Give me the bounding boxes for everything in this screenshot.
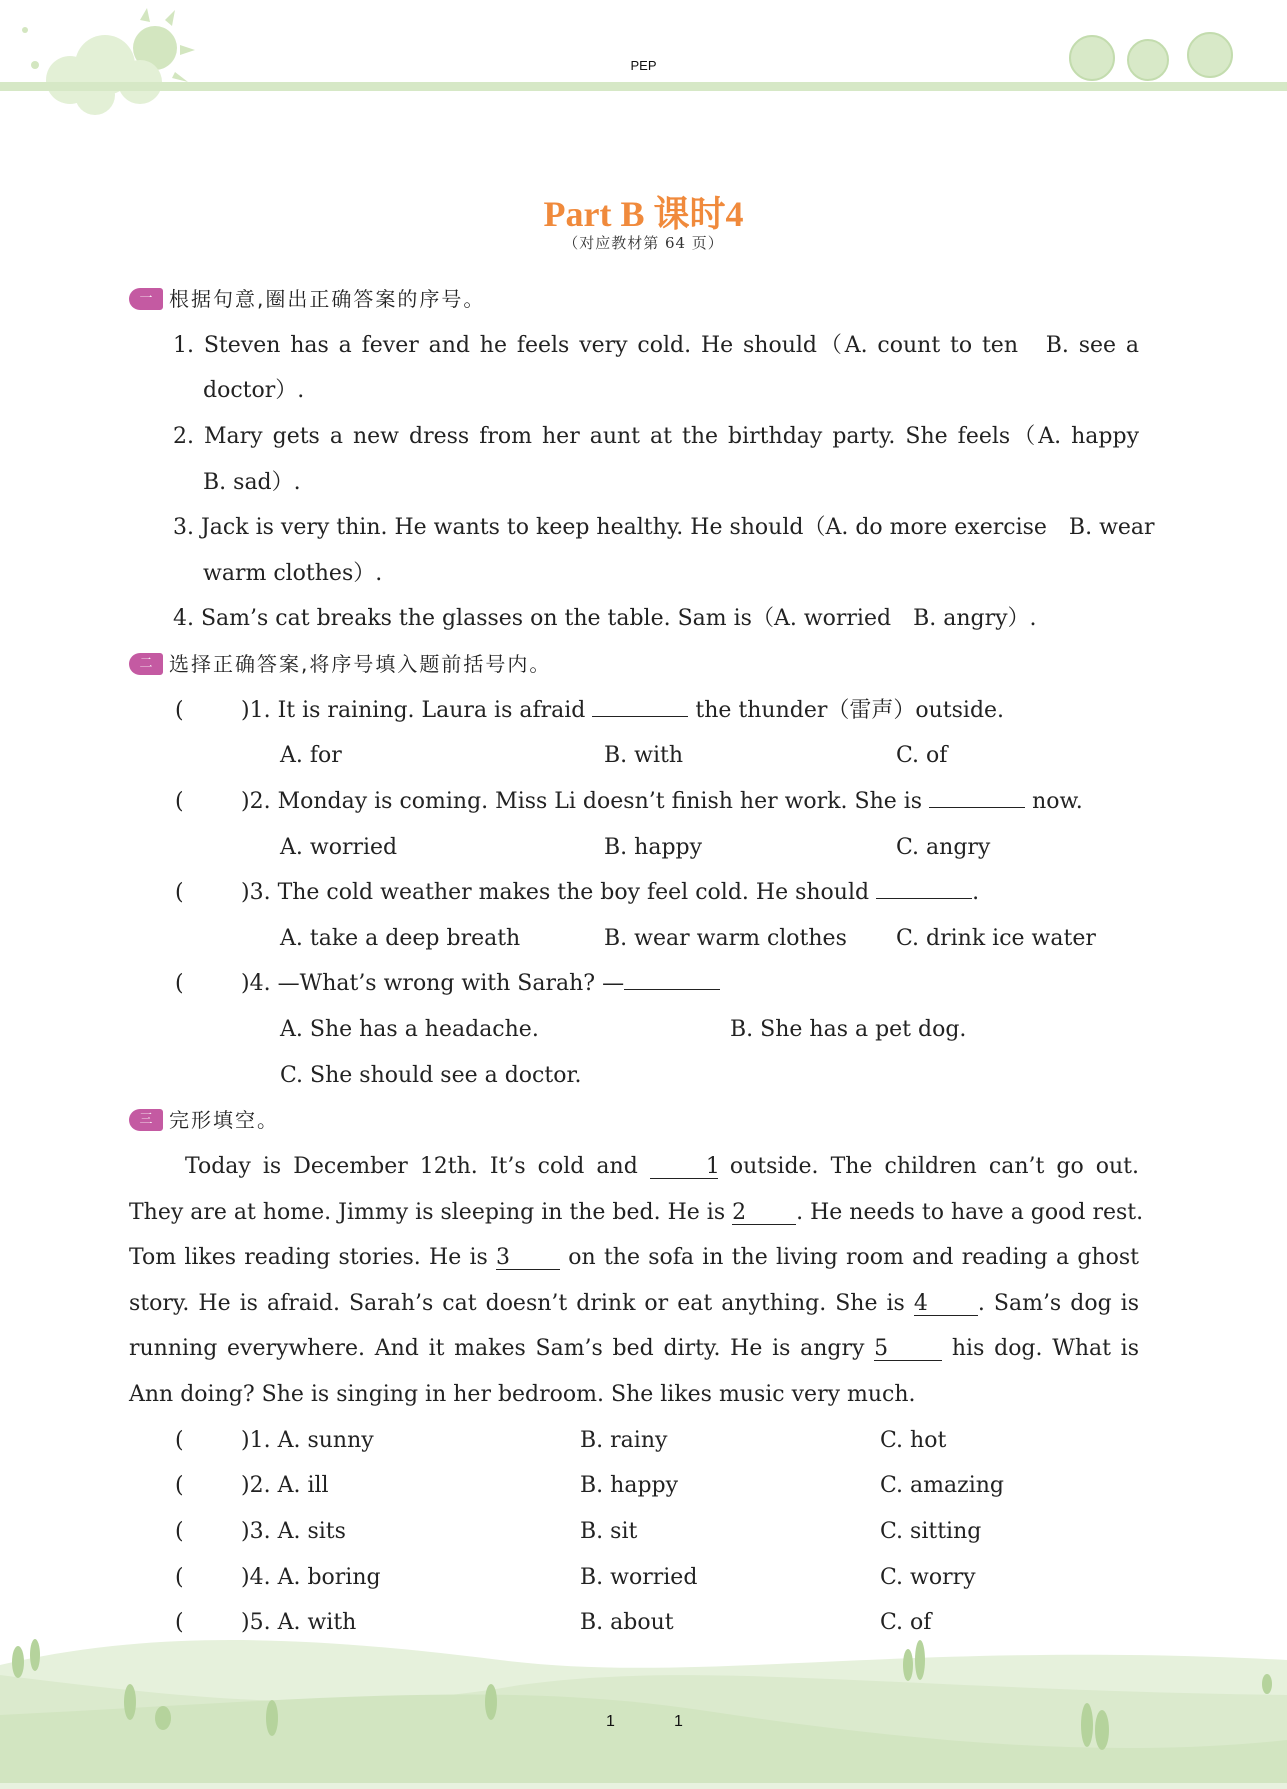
page-number-left: 1: [606, 1713, 615, 1730]
options-2-4: [129, 1007, 1139, 1053]
cloze-question-1: ( )1. A. sunny B. rainy C. hot: [129, 1418, 1139, 1464]
option-b: B. wear warm clothes: [604, 925, 847, 951]
option-a: A. for: [280, 743, 342, 769]
option-b: B. about: [580, 1610, 674, 1636]
cloze-question-4: ( )4. A. boring B. worried C. worry: [129, 1555, 1139, 1601]
cloze-question-2: ( )2. A. ill B. happy C. amazing: [129, 1463, 1139, 1509]
answer-bracket[interactable]: (: [175, 880, 184, 906]
cloze-blank: 5: [874, 1338, 942, 1361]
question-1-3: 3. Jack is very thin. He wants to keep healthy. He should（A. do more exercise B. wear: [173, 515, 1155, 541]
series-label: PEP: [630, 58, 657, 73]
answer-bracket[interactable]: (: [175, 1473, 184, 1499]
option-c: C. She should see a doctor.: [280, 1062, 582, 1088]
question-1-1-cont: doctor）.: [203, 378, 305, 404]
option-c: C. of: [880, 1610, 932, 1636]
cloze-question-3: ( )3. A. sits B. sit C. sitting: [129, 1509, 1139, 1555]
option-b: B. happy: [604, 834, 703, 860]
options-2-2: [129, 825, 1139, 871]
cloze-blank: 2: [732, 1202, 796, 1225]
passage-line: They are at home. Jimmy is sleeping in the bed. He is 2 . He needs to have a good rest.: [129, 1199, 1144, 1225]
section-3-heading: 三 完形填空。: [129, 1098, 1139, 1144]
section-badge: 一: [129, 288, 163, 310]
page-number-right: 1: [674, 1713, 683, 1730]
options-2-3: [129, 916, 1139, 962]
option-b: B. She has a pet dog.: [730, 1017, 967, 1042]
option-b: B. sit: [580, 1518, 638, 1544]
section-2-heading: 二 选择正确答案,将序号填入题前括号内。: [129, 642, 1139, 688]
question-2-4: ( )4. —What’s wrong with Sarah? —: [129, 961, 1139, 1007]
answer-blank[interactable]: [592, 716, 688, 717]
section-badge: 三: [129, 1109, 163, 1131]
page-title: Part B 课时4: [543, 194, 744, 234]
option-b: B. rainy: [580, 1427, 668, 1453]
worksheet-content: [129, 277, 1155, 1646]
answer-bracket[interactable]: (: [175, 971, 184, 997]
question-1-2: 2. Mary gets a new dress from her aunt at the birthday party. She feels（A. happy: [173, 423, 1139, 449]
option-a: A. worried: [280, 834, 398, 860]
passage-line: Today is December 12th. It’s cold and 1 outside. The children can’t go out.: [185, 1153, 1139, 1179]
answer-bracket[interactable]: (: [175, 1427, 184, 1453]
answer-blank[interactable]: [876, 898, 972, 899]
cloze-question-5: ( )5. A. with B. about C. of: [129, 1600, 1139, 1646]
passage-line: Ann doing? She is singing in her bedroom. She likes music very much.: [129, 1382, 916, 1407]
option-b: B. with: [604, 743, 684, 769]
option-b: B. worried: [580, 1564, 698, 1590]
answer-bracket[interactable]: (: [175, 697, 184, 723]
option-a: A. She has a headache.: [280, 1017, 539, 1042]
section-badge: 二: [129, 653, 163, 675]
cloze-blank: 4: [914, 1293, 978, 1316]
footer-hills-decoration: [0, 1620, 1287, 1789]
question-2-2: ( )2. Monday is coming. Miss Li doesn’t finish her work. She is now.: [129, 779, 1139, 825]
option-a: A. take a deep breath: [280, 925, 521, 951]
option-c: C. of: [896, 743, 948, 769]
cloze-blank: 1: [650, 1156, 718, 1179]
answer-bracket[interactable]: (: [175, 1610, 184, 1636]
question-1-2-cont: B. sad）.: [203, 469, 301, 495]
page-subtitle: （对应教材第 64 页）: [563, 234, 724, 252]
options-2-4-c: [129, 1053, 1139, 1099]
question-1-3-cont: warm clothes）.: [203, 560, 383, 586]
option-c: C. hot: [880, 1427, 947, 1453]
passage-line: running everywhere. And it makes Sam’s bed dirty. He is angry 5 his dog. What is: [129, 1336, 1140, 1362]
option-b: B. happy: [580, 1473, 679, 1499]
answer-bracket[interactable]: (: [175, 1564, 184, 1590]
header-rule: [0, 82, 1287, 91]
answer-blank[interactable]: [929, 807, 1025, 808]
question-1-1: 1. Steven has a fever and he feels very cold. He should（A. count to ten B. see a: [173, 332, 1139, 358]
cloze-blank: 3: [496, 1247, 560, 1270]
answer-blank[interactable]: [624, 989, 720, 990]
option-c: C. worry: [880, 1564, 976, 1590]
question-1-4: 4. Sam’s cat breaks the glasses on the table. Sam is（A. worried B. angry）.: [173, 606, 1037, 632]
answer-bracket[interactable]: (: [175, 1518, 184, 1544]
section-1-heading: 一 根据句意,圈出正确答案的序号。: [129, 277, 1139, 323]
option-c: C. drink ice water: [896, 925, 1096, 951]
answer-bracket[interactable]: (: [175, 788, 184, 814]
option-c: C. angry: [896, 834, 991, 860]
passage-line: story. He is afraid. Sarah’s cat doesn’t drink or eat anything. She is 4 . Sam’s dog is: [129, 1290, 1140, 1316]
option-c: C. amazing: [880, 1473, 1005, 1499]
option-c: C. sitting: [880, 1518, 982, 1544]
passage-line: Tom likes reading stories. He is 3 on the sofa in the living room and reading a ghost: [129, 1245, 1139, 1271]
options-2-1: [129, 733, 1139, 779]
question-2-1: ( )1. It is raining. Laura is afraid the thunder（雷声）outside.: [129, 688, 1139, 734]
question-2-3: ( )3. The cold weather makes the boy feel cold. He should .: [129, 870, 1139, 916]
